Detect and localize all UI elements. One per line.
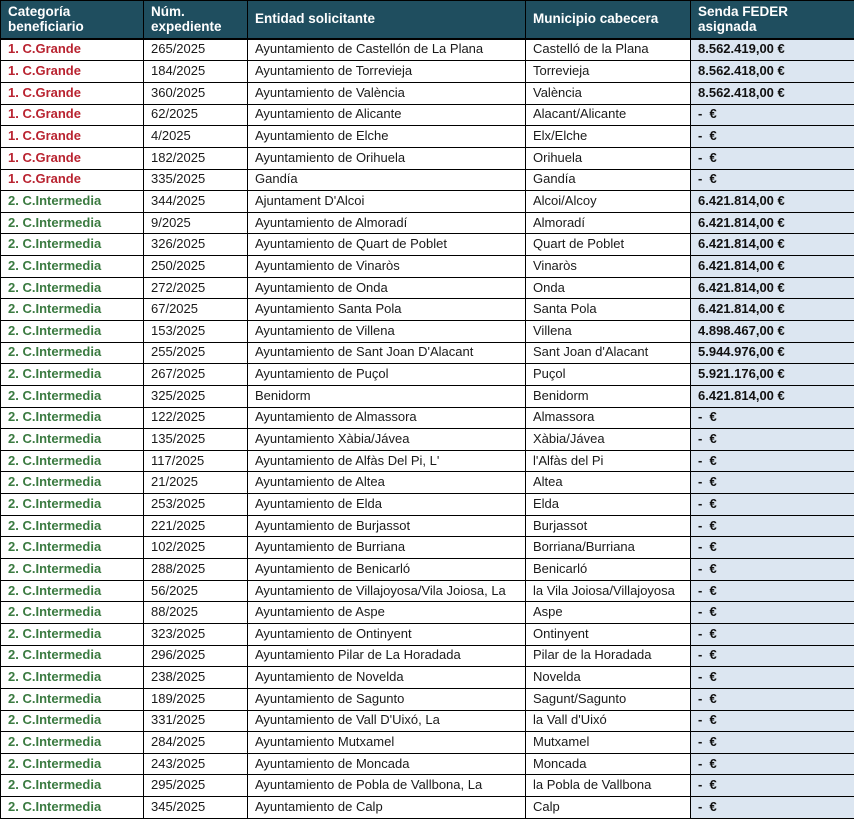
category-cell: 1. C.Grande bbox=[1, 169, 144, 191]
senda-cell: - € bbox=[691, 580, 854, 602]
senda-cell: - € bbox=[691, 450, 854, 472]
entidad-cell: Ayuntamiento de Altea bbox=[248, 472, 526, 494]
entidad-cell: Ayuntamiento de Moncada bbox=[248, 753, 526, 775]
expediente-cell: 250/2025 bbox=[144, 256, 248, 278]
column-header-num-expediente: Núm. expediente bbox=[144, 1, 248, 39]
entidad-cell: Ayuntamiento de Villajoyosa/Vila Joiosa, La bbox=[248, 580, 526, 602]
table-row bbox=[1, 407, 854, 429]
expediente-cell: 122/2025 bbox=[144, 407, 248, 429]
entidad-cell: Ayuntamiento de Elche bbox=[248, 126, 526, 148]
entidad-cell: Ayuntamiento de Elda bbox=[248, 494, 526, 516]
entidad-cell: Ayuntamiento de Burriana bbox=[248, 537, 526, 559]
senda-cell: - € bbox=[691, 645, 854, 667]
municipio-cell: Villena bbox=[526, 321, 691, 343]
expediente-cell: 255/2025 bbox=[144, 342, 248, 364]
category-cell: 2. C.Intermedia bbox=[1, 753, 144, 775]
municipio-cell: Almoradí bbox=[526, 212, 691, 234]
senda-cell: 6.421.814,00 € bbox=[691, 299, 854, 321]
category-cell: 2. C.Intermedia bbox=[1, 385, 144, 407]
senda-cell: - € bbox=[691, 753, 854, 775]
table-row bbox=[1, 667, 854, 689]
senda-cell: 6.421.814,00 € bbox=[691, 234, 854, 256]
category-cell: 2. C.Intermedia bbox=[1, 321, 144, 343]
senda-cell: - € bbox=[691, 623, 854, 645]
table-row bbox=[1, 39, 854, 61]
category-cell: 2. C.Intermedia bbox=[1, 515, 144, 537]
category-cell: 1. C.Grande bbox=[1, 147, 144, 169]
expediente-cell: 62/2025 bbox=[144, 104, 248, 126]
expediente-cell: 344/2025 bbox=[144, 191, 248, 213]
expediente-cell: 102/2025 bbox=[144, 537, 248, 559]
category-cell: 1. C.Grande bbox=[1, 39, 144, 61]
senda-cell: 6.421.814,00 € bbox=[691, 277, 854, 299]
senda-cell: 6.421.814,00 € bbox=[691, 191, 854, 213]
category-cell: 2. C.Intermedia bbox=[1, 732, 144, 754]
municipio-cell: la Vila Joiosa/Villajoyosa bbox=[526, 580, 691, 602]
table-row bbox=[1, 515, 854, 537]
municipio-cell: l'Alfàs del Pi bbox=[526, 450, 691, 472]
category-cell: 2. C.Intermedia bbox=[1, 559, 144, 581]
municipio-cell: Borriana/Burriana bbox=[526, 537, 691, 559]
expediente-cell: 284/2025 bbox=[144, 732, 248, 754]
table-row bbox=[1, 321, 854, 343]
expediente-cell: 56/2025 bbox=[144, 580, 248, 602]
table-row bbox=[1, 580, 854, 602]
municipio-cell: Ontinyent bbox=[526, 623, 691, 645]
table-row bbox=[1, 191, 854, 213]
category-cell: 2. C.Intermedia bbox=[1, 775, 144, 797]
entidad-cell: Ayuntamiento de Sant Joan D'Alacant bbox=[248, 342, 526, 364]
expediente-cell: 243/2025 bbox=[144, 753, 248, 775]
category-cell: 2. C.Intermedia bbox=[1, 234, 144, 256]
entidad-cell: Ayuntamiento de Vinaròs bbox=[248, 256, 526, 278]
category-cell: 2. C.Intermedia bbox=[1, 797, 144, 819]
senda-cell: - € bbox=[691, 602, 854, 624]
senda-cell: - € bbox=[691, 494, 854, 516]
senda-cell: 5.944.976,00 € bbox=[691, 342, 854, 364]
table-row bbox=[1, 645, 854, 667]
municipio-cell: Mutxamel bbox=[526, 732, 691, 754]
category-cell: 2. C.Intermedia bbox=[1, 342, 144, 364]
expediente-cell: 360/2025 bbox=[144, 82, 248, 104]
table-row bbox=[1, 472, 854, 494]
table-row bbox=[1, 299, 854, 321]
municipio-cell: Calp bbox=[526, 797, 691, 819]
category-cell: 2. C.Intermedia bbox=[1, 580, 144, 602]
senda-cell: 8.562.419,00 € bbox=[691, 39, 854, 61]
municipio-cell: Quart de Poblet bbox=[526, 234, 691, 256]
senda-cell: - € bbox=[691, 104, 854, 126]
municipio-cell: Puçol bbox=[526, 364, 691, 386]
table-row bbox=[1, 753, 854, 775]
entidad-cell: Ayuntamiento de Torrevieja bbox=[248, 61, 526, 83]
entidad-cell: Ayuntamiento Santa Pola bbox=[248, 299, 526, 321]
table-row bbox=[1, 126, 854, 148]
entidad-cell: Ayuntamiento de Benicarló bbox=[248, 559, 526, 581]
municipio-cell: Onda bbox=[526, 277, 691, 299]
category-cell: 1. C.Grande bbox=[1, 126, 144, 148]
expediente-cell: 117/2025 bbox=[144, 450, 248, 472]
table-row bbox=[1, 61, 854, 83]
table-row bbox=[1, 429, 854, 451]
expediente-cell: 221/2025 bbox=[144, 515, 248, 537]
entidad-cell: Ayuntamiento de Aspe bbox=[248, 602, 526, 624]
entidad-cell: Ayuntamiento de Orihuela bbox=[248, 147, 526, 169]
category-cell: 2. C.Intermedia bbox=[1, 494, 144, 516]
municipio-cell: Moncada bbox=[526, 753, 691, 775]
table-row bbox=[1, 797, 854, 819]
municipio-cell: Elda bbox=[526, 494, 691, 516]
senda-cell: - € bbox=[691, 732, 854, 754]
table-body bbox=[1, 39, 854, 819]
municipio-cell: Pilar de la Horadada bbox=[526, 645, 691, 667]
category-cell: 1. C.Grande bbox=[1, 61, 144, 83]
senda-cell: - € bbox=[691, 429, 854, 451]
expediente-cell: 296/2025 bbox=[144, 645, 248, 667]
senda-cell: - € bbox=[691, 775, 854, 797]
municipio-cell: Benicarló bbox=[526, 559, 691, 581]
table-row bbox=[1, 82, 854, 104]
expediente-cell: 325/2025 bbox=[144, 385, 248, 407]
entidad-cell: Ayuntamiento de Pobla de Vallbona, La bbox=[248, 775, 526, 797]
municipio-cell: València bbox=[526, 82, 691, 104]
table-row bbox=[1, 559, 854, 581]
municipio-cell: Alcoi/Alcoy bbox=[526, 191, 691, 213]
entidad-cell: Ayuntamiento Pilar de La Horadada bbox=[248, 645, 526, 667]
table-row bbox=[1, 277, 854, 299]
municipio-cell: Castelló de la Plana bbox=[526, 39, 691, 61]
table-row bbox=[1, 775, 854, 797]
senda-cell: 5.921.176,00 € bbox=[691, 364, 854, 386]
table-row bbox=[1, 234, 854, 256]
table-row bbox=[1, 602, 854, 624]
senda-cell: 8.562.418,00 € bbox=[691, 82, 854, 104]
municipio-cell: Sagunt/Sagunto bbox=[526, 688, 691, 710]
expediente-cell: 326/2025 bbox=[144, 234, 248, 256]
category-cell: 1. C.Grande bbox=[1, 104, 144, 126]
column-header-municipio-cabecera: Municipio cabecera bbox=[526, 1, 691, 39]
category-cell: 2. C.Intermedia bbox=[1, 537, 144, 559]
entidad-cell: Ayuntamiento Mutxamel bbox=[248, 732, 526, 754]
entidad-cell: Ayuntamiento Xàbia/Jávea bbox=[248, 429, 526, 451]
municipio-cell: Burjassot bbox=[526, 515, 691, 537]
category-cell: 2. C.Intermedia bbox=[1, 407, 144, 429]
entidad-cell: Ayuntamiento de Ontinyent bbox=[248, 623, 526, 645]
table-row bbox=[1, 385, 854, 407]
column-header-categoria-beneficiario: Categoría beneficiario bbox=[1, 1, 144, 39]
expediente-cell: 4/2025 bbox=[144, 126, 248, 148]
category-cell: 2. C.Intermedia bbox=[1, 710, 144, 732]
category-cell: 2. C.Intermedia bbox=[1, 472, 144, 494]
category-cell: 2. C.Intermedia bbox=[1, 429, 144, 451]
senda-cell: - € bbox=[691, 147, 854, 169]
municipio-cell: Gandía bbox=[526, 169, 691, 191]
table-row bbox=[1, 147, 854, 169]
senda-cell: 6.421.814,00 € bbox=[691, 385, 854, 407]
category-cell: 2. C.Intermedia bbox=[1, 212, 144, 234]
senda-cell: - € bbox=[691, 407, 854, 429]
table-row bbox=[1, 623, 854, 645]
category-cell: 2. C.Intermedia bbox=[1, 623, 144, 645]
municipio-cell: Altea bbox=[526, 472, 691, 494]
category-cell: 1. C.Grande bbox=[1, 82, 144, 104]
entidad-cell: Ayuntamiento de Alicante bbox=[248, 104, 526, 126]
entidad-cell: Ayuntamiento de València bbox=[248, 82, 526, 104]
expediente-cell: 153/2025 bbox=[144, 321, 248, 343]
expediente-cell: 21/2025 bbox=[144, 472, 248, 494]
municipio-cell: Alacant/Alicante bbox=[526, 104, 691, 126]
category-cell: 2. C.Intermedia bbox=[1, 667, 144, 689]
municipio-cell: Aspe bbox=[526, 602, 691, 624]
expediente-cell: 182/2025 bbox=[144, 147, 248, 169]
municipio-cell: Orihuela bbox=[526, 147, 691, 169]
category-cell: 2. C.Intermedia bbox=[1, 256, 144, 278]
entidad-cell: Ayuntamiento de Castellón de La Plana bbox=[248, 39, 526, 61]
entidad-cell: Ayuntamiento de Alfàs Del Pi, L' bbox=[248, 450, 526, 472]
expediente-cell: 331/2025 bbox=[144, 710, 248, 732]
table-header bbox=[1, 1, 854, 39]
expediente-cell: 345/2025 bbox=[144, 797, 248, 819]
category-cell: 2. C.Intermedia bbox=[1, 645, 144, 667]
table-row bbox=[1, 169, 854, 191]
expediente-cell: 88/2025 bbox=[144, 602, 248, 624]
municipio-cell: Novelda bbox=[526, 667, 691, 689]
category-cell: 2. C.Intermedia bbox=[1, 277, 144, 299]
senda-cell: - € bbox=[691, 688, 854, 710]
senda-cell: 4.898.467,00 € bbox=[691, 321, 854, 343]
category-cell: 2. C.Intermedia bbox=[1, 299, 144, 321]
senda-cell: - € bbox=[691, 515, 854, 537]
expediente-cell: 335/2025 bbox=[144, 169, 248, 191]
category-cell: 2. C.Intermedia bbox=[1, 191, 144, 213]
table-row bbox=[1, 342, 854, 364]
table-row bbox=[1, 450, 854, 472]
entidad-cell: Ayuntamiento de Burjassot bbox=[248, 515, 526, 537]
category-cell: 2. C.Intermedia bbox=[1, 450, 144, 472]
senda-cell: - € bbox=[691, 472, 854, 494]
municipio-cell: Elx/Elche bbox=[526, 126, 691, 148]
entidad-cell: Ayuntamiento de Villena bbox=[248, 321, 526, 343]
category-cell: 2. C.Intermedia bbox=[1, 602, 144, 624]
table-row bbox=[1, 494, 854, 516]
expediente-cell: 272/2025 bbox=[144, 277, 248, 299]
municipio-cell: Xàbia/Jávea bbox=[526, 429, 691, 451]
table-row bbox=[1, 688, 854, 710]
entidad-cell: Ayuntamiento de Novelda bbox=[248, 667, 526, 689]
expediente-cell: 135/2025 bbox=[144, 429, 248, 451]
table-row bbox=[1, 212, 854, 234]
senda-cell: 8.562.418,00 € bbox=[691, 61, 854, 83]
header-row bbox=[1, 1, 854, 39]
municipio-cell: Vinaròs bbox=[526, 256, 691, 278]
expediente-cell: 295/2025 bbox=[144, 775, 248, 797]
category-cell: 2. C.Intermedia bbox=[1, 364, 144, 386]
column-header-senda-feder-asignada: Senda FEDER asignada bbox=[691, 1, 854, 39]
senda-cell: - € bbox=[691, 667, 854, 689]
category-cell: 2. C.Intermedia bbox=[1, 688, 144, 710]
senda-cell: - € bbox=[691, 126, 854, 148]
senda-cell: - € bbox=[691, 559, 854, 581]
expediente-cell: 189/2025 bbox=[144, 688, 248, 710]
expediente-cell: 253/2025 bbox=[144, 494, 248, 516]
table-row bbox=[1, 710, 854, 732]
entidad-cell: Gandía bbox=[248, 169, 526, 191]
expediente-cell: 288/2025 bbox=[144, 559, 248, 581]
expediente-cell: 267/2025 bbox=[144, 364, 248, 386]
entidad-cell: Ayuntamiento de Quart de Poblet bbox=[248, 234, 526, 256]
expediente-cell: 323/2025 bbox=[144, 623, 248, 645]
entidad-cell: Ayuntamiento de Puçol bbox=[248, 364, 526, 386]
senda-cell: - € bbox=[691, 169, 854, 191]
table-row bbox=[1, 364, 854, 386]
senda-cell: - € bbox=[691, 710, 854, 732]
expediente-cell: 238/2025 bbox=[144, 667, 248, 689]
entidad-cell: Ayuntamiento de Sagunto bbox=[248, 688, 526, 710]
expediente-cell: 9/2025 bbox=[144, 212, 248, 234]
entidad-cell: Ayuntamiento de Onda bbox=[248, 277, 526, 299]
entidad-cell: Ayuntamiento de Almassora bbox=[248, 407, 526, 429]
municipio-cell: Almassora bbox=[526, 407, 691, 429]
municipio-cell: la Vall d'Uixó bbox=[526, 710, 691, 732]
expediente-cell: 67/2025 bbox=[144, 299, 248, 321]
senda-cell: 6.421.814,00 € bbox=[691, 256, 854, 278]
entidad-cell: Benidorm bbox=[248, 385, 526, 407]
municipio-cell: Sant Joan d'Alacant bbox=[526, 342, 691, 364]
table-row bbox=[1, 104, 854, 126]
municipio-cell: la Pobla de Vallbona bbox=[526, 775, 691, 797]
table-row bbox=[1, 256, 854, 278]
entidad-cell: Ayuntamiento de Almoradí bbox=[248, 212, 526, 234]
entidad-cell: Ayuntamiento de Vall D'Uixó, La bbox=[248, 710, 526, 732]
municipio-cell: Benidorm bbox=[526, 385, 691, 407]
senda-cell: - € bbox=[691, 537, 854, 559]
column-header-entidad-solicitante: Entidad solicitante bbox=[248, 1, 526, 39]
senda-cell: 6.421.814,00 € bbox=[691, 212, 854, 234]
municipio-cell: Torrevieja bbox=[526, 61, 691, 83]
entidad-cell: Ajuntament D'Alcoi bbox=[248, 191, 526, 213]
expediente-cell: 265/2025 bbox=[144, 39, 248, 61]
table-row bbox=[1, 732, 854, 754]
entidad-cell: Ayuntamiento de Calp bbox=[248, 797, 526, 819]
expediente-cell: 184/2025 bbox=[144, 61, 248, 83]
table-row bbox=[1, 537, 854, 559]
municipio-cell: Santa Pola bbox=[526, 299, 691, 321]
senda-cell: - € bbox=[691, 797, 854, 819]
